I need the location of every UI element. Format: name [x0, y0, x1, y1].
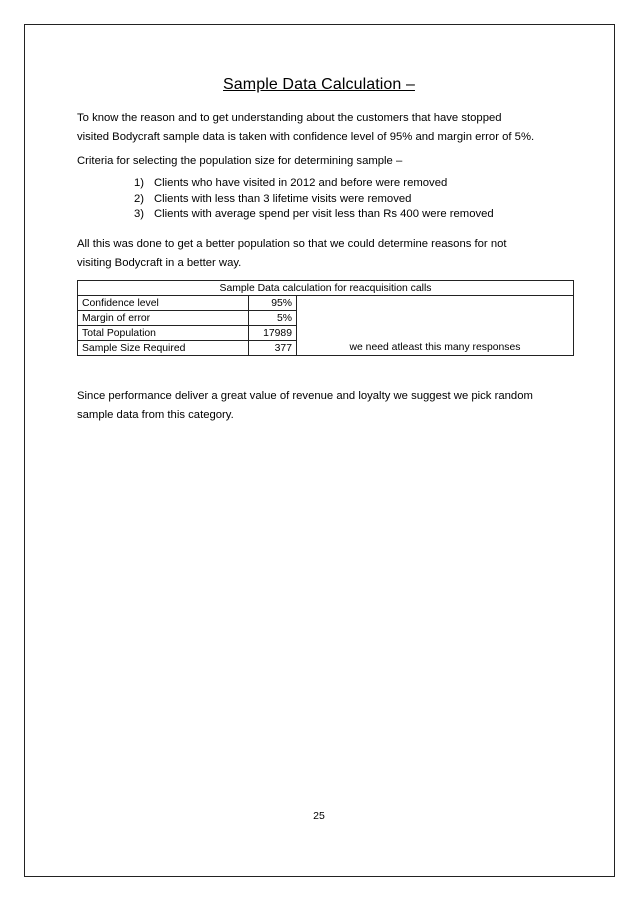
page-number: 25 — [313, 810, 325, 822]
sample-calculation-table — [77, 280, 574, 356]
row-label: Sample Size Required — [78, 341, 249, 356]
criteria-number: 3) — [134, 208, 145, 220]
row-value: 95% — [249, 296, 297, 311]
criteria-text: Clients with average spend per visit less than Rs 400 were removed — [154, 208, 494, 220]
row-label: Margin of error — [78, 311, 249, 326]
row-label: Confidence level — [78, 296, 249, 311]
conclusion-line-1: Since performance deliver a great value of revenue and loyalty we suggest we pick random — [77, 390, 533, 402]
intro-paragraph — [77, 109, 597, 146]
table-row — [78, 296, 574, 311]
row-label: Total Population — [78, 326, 249, 341]
outcome-paragraph — [77, 235, 597, 272]
criteria-list — [134, 176, 494, 223]
outcome-line-2: visiting Bodycraft in a better way. — [77, 256, 242, 269]
criteria-number: 2) — [134, 192, 145, 205]
criteria-item — [134, 176, 494, 192]
conclusion-line-2: sample data from this category. — [77, 408, 234, 421]
criteria-item — [134, 192, 494, 208]
table-row — [78, 326, 574, 341]
page-title: Sample Data Calculation – — [223, 76, 415, 93]
row-value: 5% — [249, 311, 297, 326]
intro-line-1: To know the reason and to get understanding about the customers that have stopped — [77, 112, 502, 124]
conclusion-paragraph — [77, 387, 597, 424]
criteria-number: 1) — [134, 177, 145, 189]
intro-line-2: visited Bodycraft sample data is taken with confidence level of 95% and margin error of 5%. — [77, 130, 535, 143]
criteria-heading: Criteria for selecting the population size for determining sample – — [77, 155, 403, 167]
row-note — [297, 311, 574, 326]
table-row — [78, 311, 574, 326]
row-value: 17989 — [249, 326, 297, 341]
row-note: we need atleast this many responses — [297, 341, 574, 356]
table-caption: Sample Data calculation for reacquisition calls — [78, 281, 574, 296]
criteria-text: Clients who have visited in 2012 and before were removed — [154, 177, 448, 189]
row-note — [297, 326, 574, 341]
row-note — [297, 296, 574, 311]
row-value: 377 — [249, 341, 297, 356]
table-row — [78, 341, 574, 356]
outcome-line-1: All this was done to get a better population so that we could determine reasons for not — [77, 238, 507, 250]
criteria-text: Clients with less than 3 lifetime visits were removed — [154, 192, 412, 205]
criteria-item — [134, 207, 494, 223]
table-header-row — [78, 281, 574, 296]
